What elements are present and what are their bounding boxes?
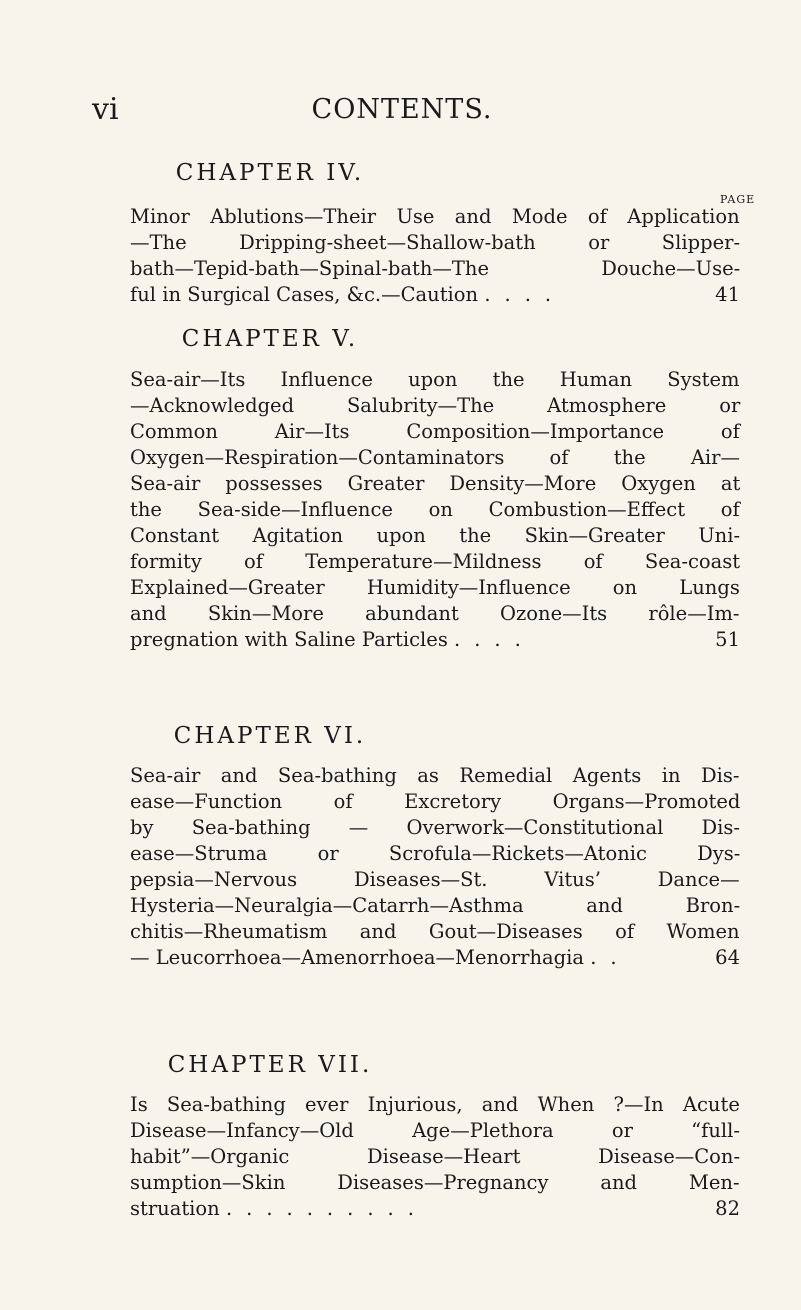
- chapter-5-title: CHAPTER V.: [181, 326, 359, 352]
- chapter-5-entry: [130, 367, 740, 653]
- chapter-7-title: CHAPTER VII.: [167, 1052, 373, 1078]
- entry-line: habit”—Organic Disease—Heart Disease—Con-: [130, 1145, 741, 1168]
- entry-last-line: ful in Surgical Cases, &c.—Caution .... 41: [130, 283, 740, 306]
- chapter-4-title: CHAPTER IV.: [175, 160, 365, 186]
- entry-line: Is Sea-bathing ever Injurious, and When ?—In Acute: [130, 1093, 740, 1116]
- entry-line: sumption—Skin Diseases—Pregnancy and Men-: [130, 1171, 740, 1194]
- entry-line: ease—Struma or Scrofula—Rickets—Atonic Dys-: [130, 842, 741, 865]
- page-ref: 41: [715, 283, 740, 306]
- entry-line: Sea-air and Sea-bathing as Remedial Agents in Dis-: [130, 764, 740, 787]
- entry-last-line: struation .......... 82: [130, 1197, 740, 1220]
- entry-line: Minor Ablutions—Their Use and Mode of Application: [130, 205, 740, 228]
- entry-line: chitis—Rheumatism and Gout—Diseases of Women: [130, 920, 740, 943]
- entry-last-line: pregnation with Saline Particles .... 51: [130, 628, 740, 651]
- page-ref: 51: [715, 628, 740, 651]
- entry-line: and Skin—More abundant Ozone—Its rôle—Im-: [130, 602, 740, 625]
- chapter-6-title: CHAPTER VI.: [173, 723, 367, 749]
- entry-line: by Sea-bathing — Overwork—Constitutional Dis-: [130, 816, 741, 839]
- entry-line: Sea-air possesses Greater Density—More Oxygen at: [130, 472, 741, 495]
- page-ref: 82: [715, 1197, 740, 1220]
- page-ref: 64: [715, 946, 740, 969]
- entry-line: formity of Temperature—Mildness of Sea-coast: [130, 550, 741, 573]
- chapter-7-entry: [130, 1092, 740, 1222]
- page-number: vi: [92, 92, 119, 127]
- chapter-4-entry: [130, 204, 740, 308]
- entry-line: Disease—Infancy—Old Age—Plethora or “full-: [130, 1119, 740, 1142]
- running-head: CONTENTS.: [311, 94, 493, 125]
- entry-line: Sea-air—Its Influence upon the Human System: [130, 368, 740, 391]
- chapter-6-entry: [130, 763, 740, 971]
- entry-line: Common Air—Its Composition—Importance of: [130, 420, 740, 443]
- entry-line: Constant Agitation upon the Skin—Greater Uni-: [130, 524, 741, 547]
- entry-line: the Sea-side—Influence on Combustion—Effect of: [130, 498, 740, 521]
- page-column-label: PAGE: [720, 193, 756, 206]
- entry-line: Hysteria—Neuralgia—Catarrh—Asthma and Bron-: [130, 894, 741, 917]
- entry-line: Explained—Greater Humidity—Influence on Lungs: [130, 576, 740, 599]
- entry-line: —Acknowledged Salubrity—The Atmosphere or: [130, 394, 741, 417]
- entry-last-line: — Leucorrhoea—Amenorrhoea—Menorrhagia .. 64: [130, 946, 740, 969]
- entry-line: Oxygen—Respiration—Contaminators of the Air—: [130, 446, 740, 469]
- entry-line: —The Dripping-sheet—Shallow-bath or Slipper-: [130, 231, 741, 254]
- entry-line: bath—Tepid-bath—Spinal-bath—The Douche—Use-: [130, 257, 741, 280]
- entry-line: pepsia—Nervous Diseases—St. Vitus’ Dance—: [130, 868, 740, 891]
- entry-line: ease—Function of Excretory Organs—Promoted: [130, 790, 741, 813]
